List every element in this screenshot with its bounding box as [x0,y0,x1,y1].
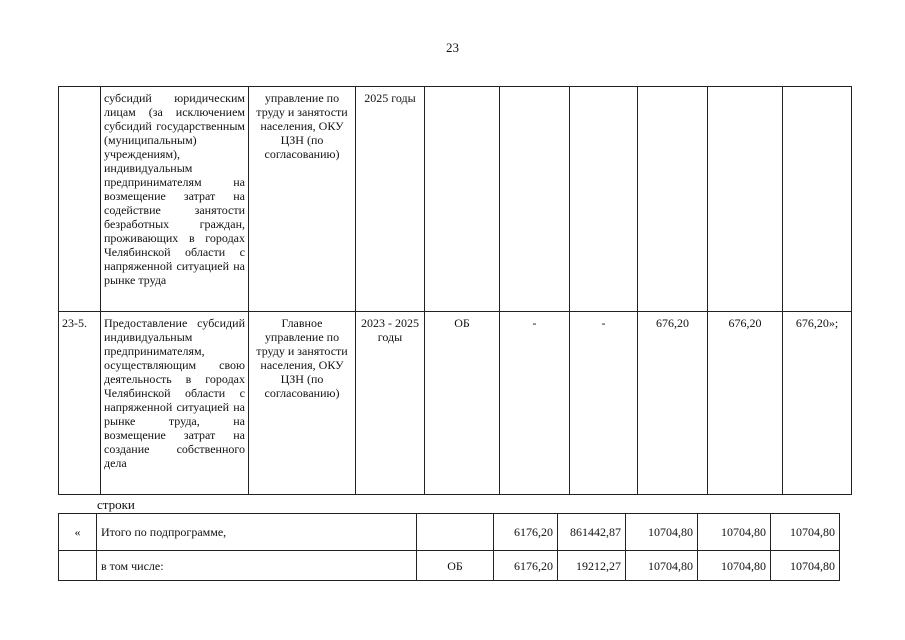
value-4: 10704,80 [698,514,771,551]
value-4: 10704,80 [698,551,771,581]
row-mark: « [59,514,97,551]
table-row [59,312,852,495]
value-1 [500,87,570,312]
value-3: 10704,80 [626,551,698,581]
funding-source: ОБ [425,312,500,495]
value-2: 861442,87 [558,514,626,551]
value-3 [638,87,708,312]
table-row [59,87,852,312]
value-1: - [500,312,570,495]
funding-source: ОБ [417,551,494,581]
strings-label: строки [97,497,135,512]
measure-description: субсидий юридическим лицам (за исключением субсидий государственным (муниципальным) учреждениям), индивидуальным предпринимателям на возмещение затрат на содействие занятости безработных граждан, проживающих в городах Челябинской области с напряженной ситуацией на рынке труда [101,87,249,312]
funding-source [425,87,500,312]
value-1: 6176,20 [494,514,558,551]
row-mark [59,551,97,581]
measures-table [58,86,852,495]
value-1: 6176,20 [494,551,558,581]
executor: Главное управление по труду и занятости населения, ОКУ ЦЗН (по согласованию) [249,312,356,495]
executor: управление по труду и занятости населения, ОКУ ЦЗН (по согласованию) [249,87,356,312]
value-5: 10704,80 [771,551,840,581]
measure-description: Предоставление субсидий индивидуальным предпринимателям, осуществляющим свою деятельность в городах Челябинской области с напряженной ситуацией на рынке труда, на возмещение затрат на создание собственного дела [101,312,249,495]
value-5: 676,20»; [783,312,852,495]
totals-table [58,513,840,581]
funding-source [417,514,494,551]
period: 2023 - 2025 годы [356,312,425,495]
value-4: 676,20 [708,312,783,495]
value-4 [708,87,783,312]
row-number: 23-5. [59,312,101,495]
value-5: 10704,80 [771,514,840,551]
row-number [59,87,101,312]
value-5 [783,87,852,312]
row-label: в том числе: [97,551,417,581]
value-3: 10704,80 [626,514,698,551]
period: 2025 годы [356,87,425,312]
value-3: 676,20 [638,312,708,495]
table-row [59,514,840,551]
row-label: Итого по подпрограмме, [97,514,417,551]
table-row [59,551,840,581]
page-number: 23 [446,40,459,55]
value-2 [570,87,638,312]
value-2: 19212,27 [558,551,626,581]
value-2: - [570,312,638,495]
